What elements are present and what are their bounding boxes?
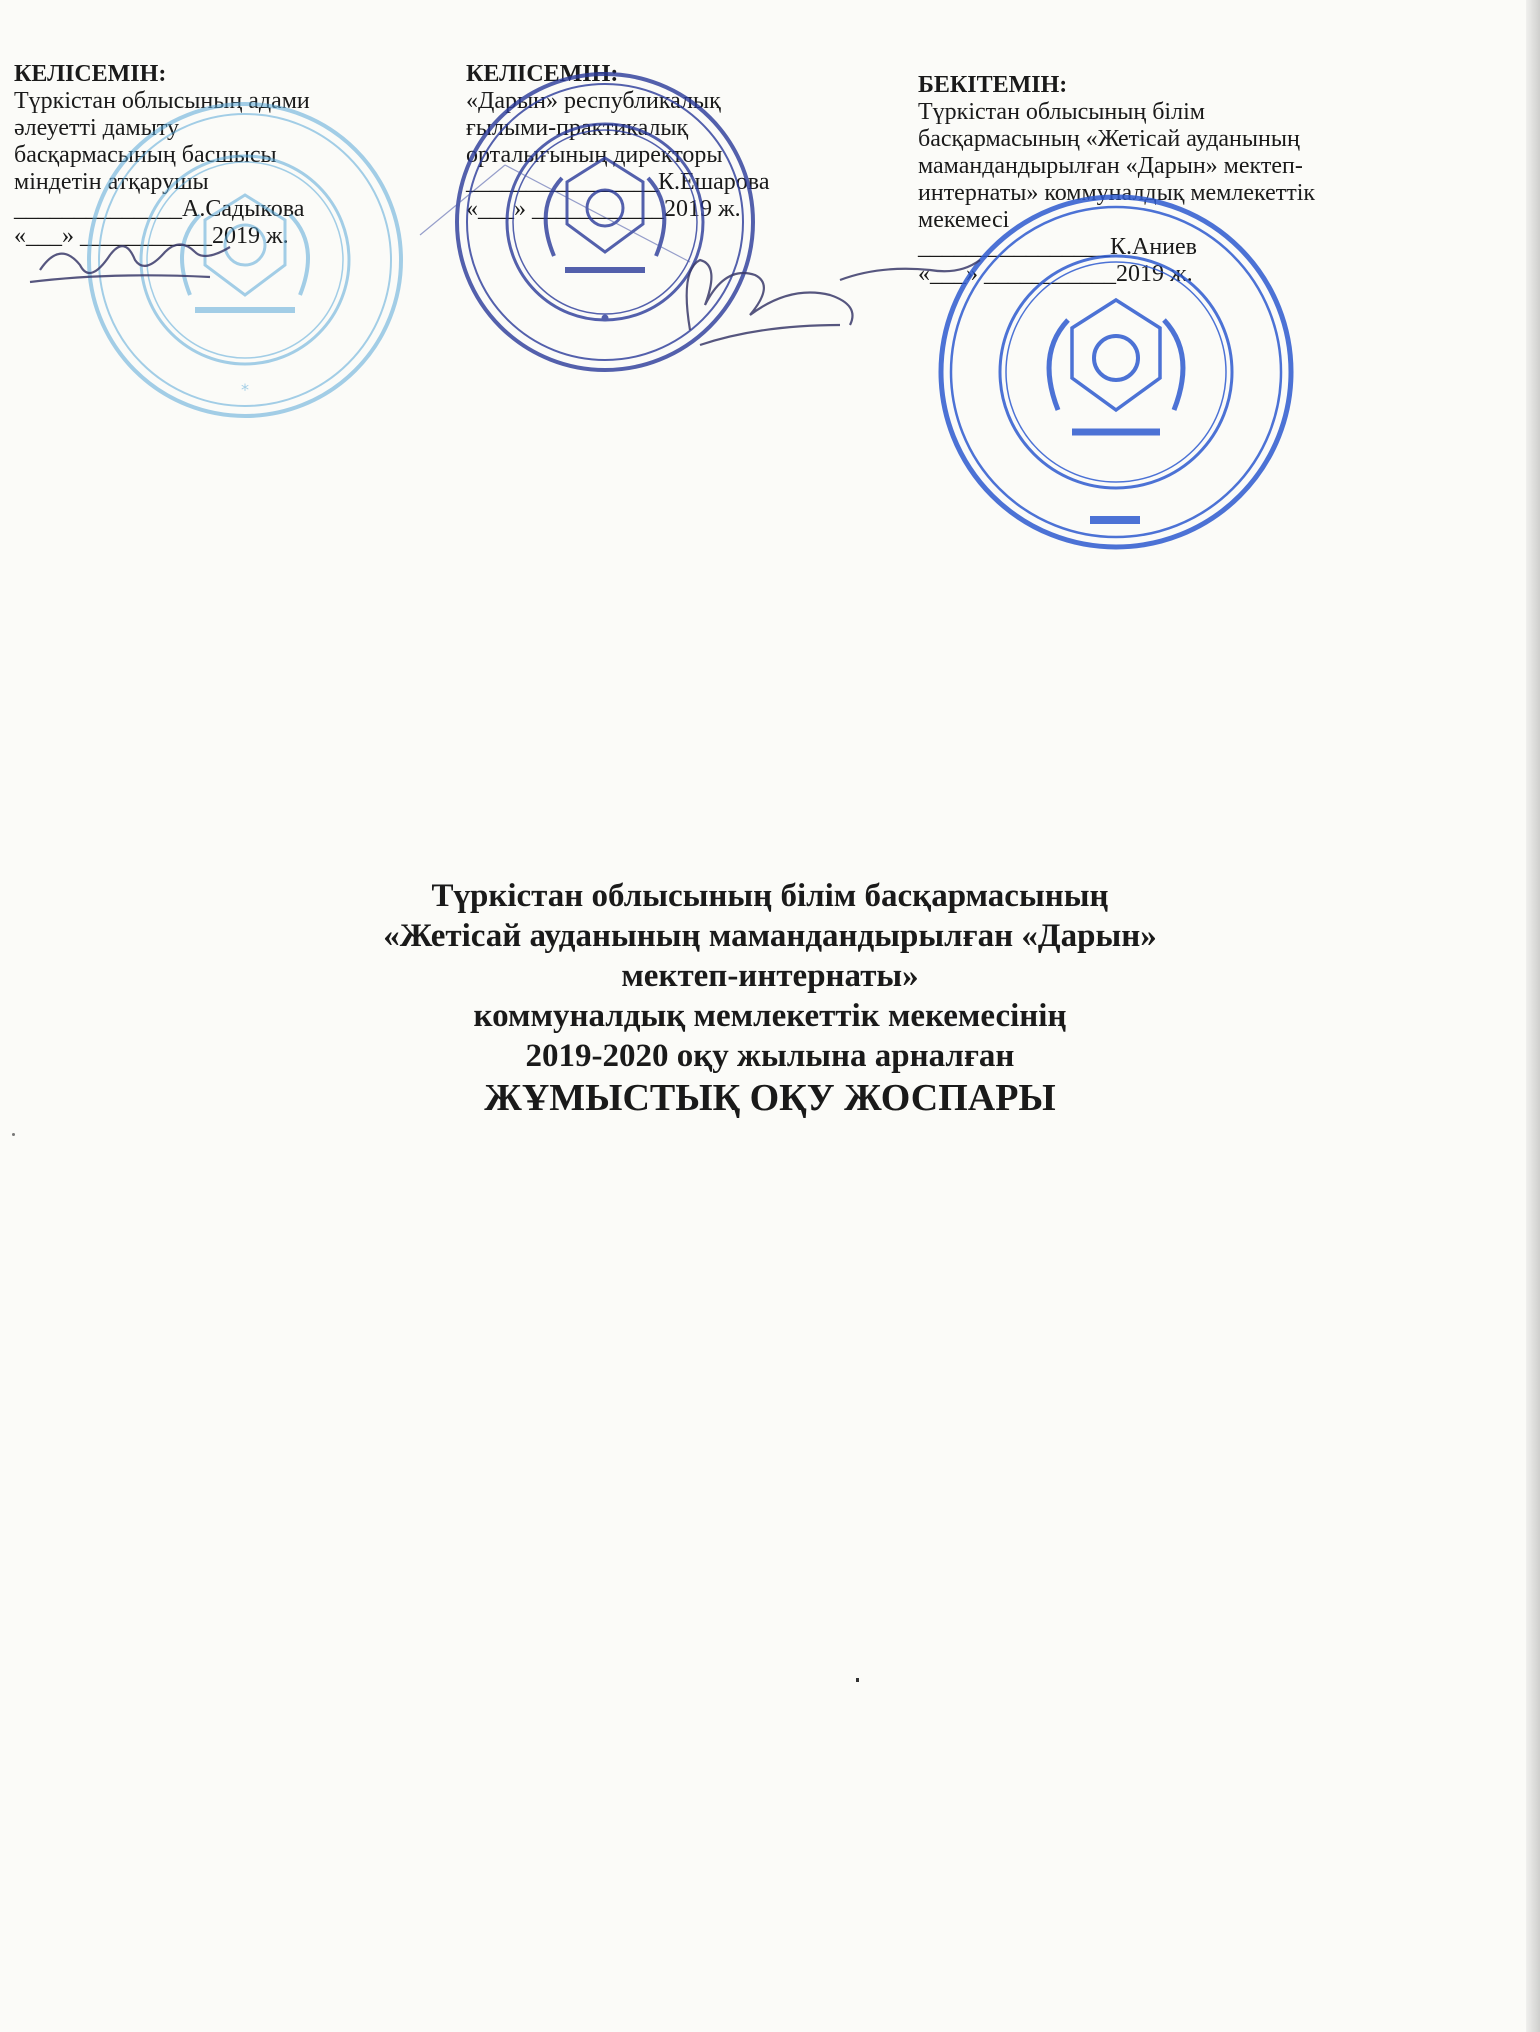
signature-line: ______________А.Садыкова (14, 196, 305, 222)
approval-line: басқармасының «Жетісай ауданының (918, 126, 1300, 152)
speck (12, 1133, 15, 1136)
svg-text:*: * (241, 380, 249, 399)
date-line: «___» ___________2019 ж. (14, 223, 289, 249)
title-line: «Жетісай ауданының мамандандырылған «Дарын» (383, 918, 1157, 954)
approval-line: Түркістан облысының білім (918, 99, 1205, 125)
approval-block-agreed-2 (466, 61, 876, 223)
signature-line: ________________К.Ешарова (466, 169, 770, 195)
approval-block-agreed-1 (14, 61, 434, 250)
approval-heading: БЕКІТЕМІН: (918, 72, 1068, 98)
approval-line: басқармасының басшысы (14, 142, 277, 168)
speck (856, 1678, 859, 1682)
approval-line: мамандандырылған «Дарын» мектеп- (918, 153, 1303, 179)
approval-line: «Дарын» республикалық (466, 88, 721, 114)
approval-line: орталығының директоры (466, 142, 723, 168)
approval-line: әлеуетті дамыту (14, 115, 180, 141)
title-main: ЖҰМЫСТЫҚ ОҚУ ЖОСПАРЫ (484, 1077, 1056, 1119)
title-line: коммуналдық мемлекеттік мекемесінің (473, 998, 1067, 1034)
signature-line: ________________К.Аниев (918, 234, 1198, 260)
document-title (0, 876, 1540, 1120)
date-line: «___» ___________2019 ж. (918, 261, 1193, 287)
approval-line: міндетін атқарушы (14, 169, 209, 195)
date-line: «___» ___________2019 ж. (466, 196, 741, 222)
approval-line: интернаты» коммуналдық мемлекеттік (918, 180, 1316, 206)
approval-block-approved (918, 72, 1478, 288)
handwritten-signatures (30, 245, 980, 346)
approval-line: Түркістан облысының адами (14, 88, 310, 114)
title-line: мектеп-интернаты» (621, 958, 919, 994)
approval-heading: КЕЛІСЕМІН: (14, 61, 167, 87)
approval-line: мекемесі (918, 207, 1010, 233)
title-line: Түркістан облысының білім басқармасының (431, 878, 1109, 914)
title-line: 2019-2020 оқу жылына арналған (525, 1038, 1015, 1074)
approval-line: ғылыми-практикалық (466, 115, 689, 141)
approval-heading: КЕЛІСЕМІН: (466, 61, 619, 87)
